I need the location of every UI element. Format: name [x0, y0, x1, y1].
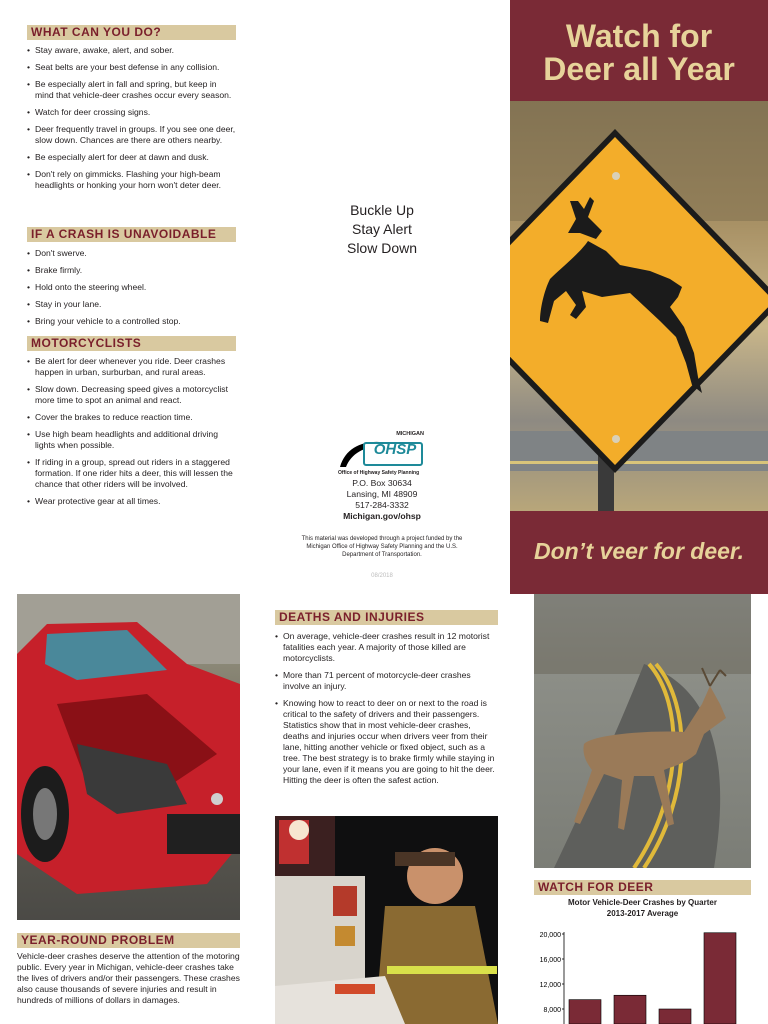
deer-on-road-photo [534, 594, 751, 868]
website-link[interactable]: Michigan.gov/ohsp [343, 511, 421, 521]
y-tick-label: 12,000 [539, 982, 561, 989]
deer-crossing-sign-photo [510, 101, 768, 511]
list-item: • Bring your vehicle to a controlled stop. [27, 316, 236, 327]
cover-panel [510, 0, 768, 594]
chart-title: Motor Vehicle-Deer Crashes by Quarter [568, 898, 717, 907]
year-round-problem-heading: YEAR-ROUND PROBLEM [17, 933, 240, 948]
list-item: • Stay in your lane. [27, 299, 236, 310]
logo-subtitle: Office of Highway Safety Planning [338, 470, 420, 476]
what-can-you-do-heading: WHAT CAN YOU DO? [27, 25, 236, 40]
crash-unavoidable-heading: IF A CRASH IS UNAVOIDABLE [27, 227, 236, 242]
address-line: 517-284-3332 [355, 500, 409, 510]
list-item: • Hold onto the steering wheel. [27, 282, 236, 293]
cover-title-line: Watch for [565, 18, 713, 54]
y-tick-label: 8,000 [543, 1007, 561, 1014]
chart-bar [704, 933, 736, 1024]
logo-top-text: MICHIGAN [396, 431, 424, 437]
tagline-line: Buckle Up [350, 202, 414, 218]
list-item: • Brake firmly. [27, 265, 236, 276]
crashed-car-photo [17, 594, 240, 920]
address-line: P.O. Box 30634 [352, 478, 412, 488]
list-item: • Don't swerve. [27, 248, 236, 259]
y-tick-label: 16,000 [539, 957, 561, 964]
year-round-problem-text: Vehicle-deer crashes deserve the attention of the motoring public. Every year in Michigan, vehicle-deer crashes take the lives of drivers and/or their passengers. These crashes also cause thousands of severe injuries and result in hundreds of millions of dollars in damages. [17, 951, 240, 1005]
chart-bar [659, 1009, 691, 1024]
address-block [282, 478, 482, 522]
deaths-injuries-list [275, 631, 498, 792]
list-item: • Be especially alert in fall and spring, but keep in mind that vehicle-deer crashes occur every season. [27, 79, 236, 101]
red-car-icon [17, 594, 240, 920]
y-tick-label: 20,000 [539, 932, 561, 939]
list-item: • Use high beam headlights and additional driving lights when possible. [27, 429, 236, 451]
list-item: • Don't rely on gimmicks. Flashing your high-beam headlights or honking your horn won't deter deer. [27, 169, 236, 191]
list-item: • Be especially alert for deer at dawn and dusk. [27, 152, 236, 163]
list-item: • Stay aware, awake, alert, and sober. [27, 45, 236, 56]
list-item: • Wear protective gear at all times. [27, 496, 236, 507]
address-line: Lansing, MI 48909 [346, 489, 418, 499]
cover-slogan: Don’t veer for deer. [533, 538, 745, 564]
cover-title-line: Deer all Year [543, 51, 735, 87]
list-item: • More than 71 percent of motorcycle-deer crashes involve an injury. [275, 670, 498, 692]
deer-road-icon [534, 594, 751, 868]
chart-plot [534, 924, 751, 1024]
motorcyclists-list [27, 356, 236, 513]
watch-for-deer-heading: WATCH FOR DEER [534, 880, 751, 895]
list-item: • If riding in a group, spread out riders in a staggered formation. If one rider hits a deer, this will lessen the chance that other riders will be involved. [27, 457, 236, 490]
deer-crossing-sign-icon [510, 101, 768, 511]
list-item: • Cover the brakes to reduce reaction time. [27, 412, 236, 423]
chart-subtitle: 2013-2017 Average [606, 909, 679, 918]
list-item: • Watch for deer crossing signs. [27, 107, 236, 118]
what-can-you-do-list [27, 45, 236, 197]
paramedic-scene-icon [275, 816, 498, 1024]
tagline [282, 201, 482, 258]
list-item: • Be alert for deer whenever you ride. Deer crashes happen in urban, surburban, and rural areas. [27, 356, 236, 378]
deaths-injuries-heading: DEATHS AND INJURIES [275, 610, 498, 625]
list-item: • Slow down. Decreasing speed gives a motorcyclist more time to spot an animal and react. [27, 384, 236, 406]
list-item: • Deer frequently travel in groups. If you see one deer, slow down. Chances are there are others nearby. [27, 124, 236, 146]
chart-bar [614, 995, 646, 1024]
chart [534, 898, 751, 1024]
disclaimer: This material was developed through a project funded by the Michigan Office of Highway Safety Planning and the U.S. Department of Transportation. [301, 536, 463, 558]
print-code: 08/2018 [371, 573, 393, 579]
logo-mark-text: OHSP [373, 441, 417, 458]
list-item: • On average, vehicle-deer crashes result in 12 motorist fatalities each year. A majority of those killed are motorcyclists. [275, 631, 498, 664]
ohsp-logo [338, 431, 426, 479]
chart-bar [569, 1000, 601, 1024]
tagline-line: Stay Alert [352, 221, 412, 237]
crash-list [27, 248, 236, 333]
list-item: • Knowing how to react to deer on or next to the road is critical to the safety of drivers and their passengers. Statistics show that in most vehicle-deer crashes, deaths and injuries occur when drivers veer from their lane, hitting another vehicle or fixed object, such as a tree. The best strategy is to brake firmly while staying in your lane, even if it means you are going to hit the deer. Hitting the deer is often the safest action. [275, 698, 498, 786]
paramedic-photo [275, 816, 498, 1024]
tagline-line: Slow Down [346, 240, 418, 256]
cover-title [510, 20, 768, 86]
motorcyclists-heading: MOTORCYCLISTS [27, 336, 236, 351]
list-item: • Seat belts are your best defense in any collision. [27, 62, 236, 73]
